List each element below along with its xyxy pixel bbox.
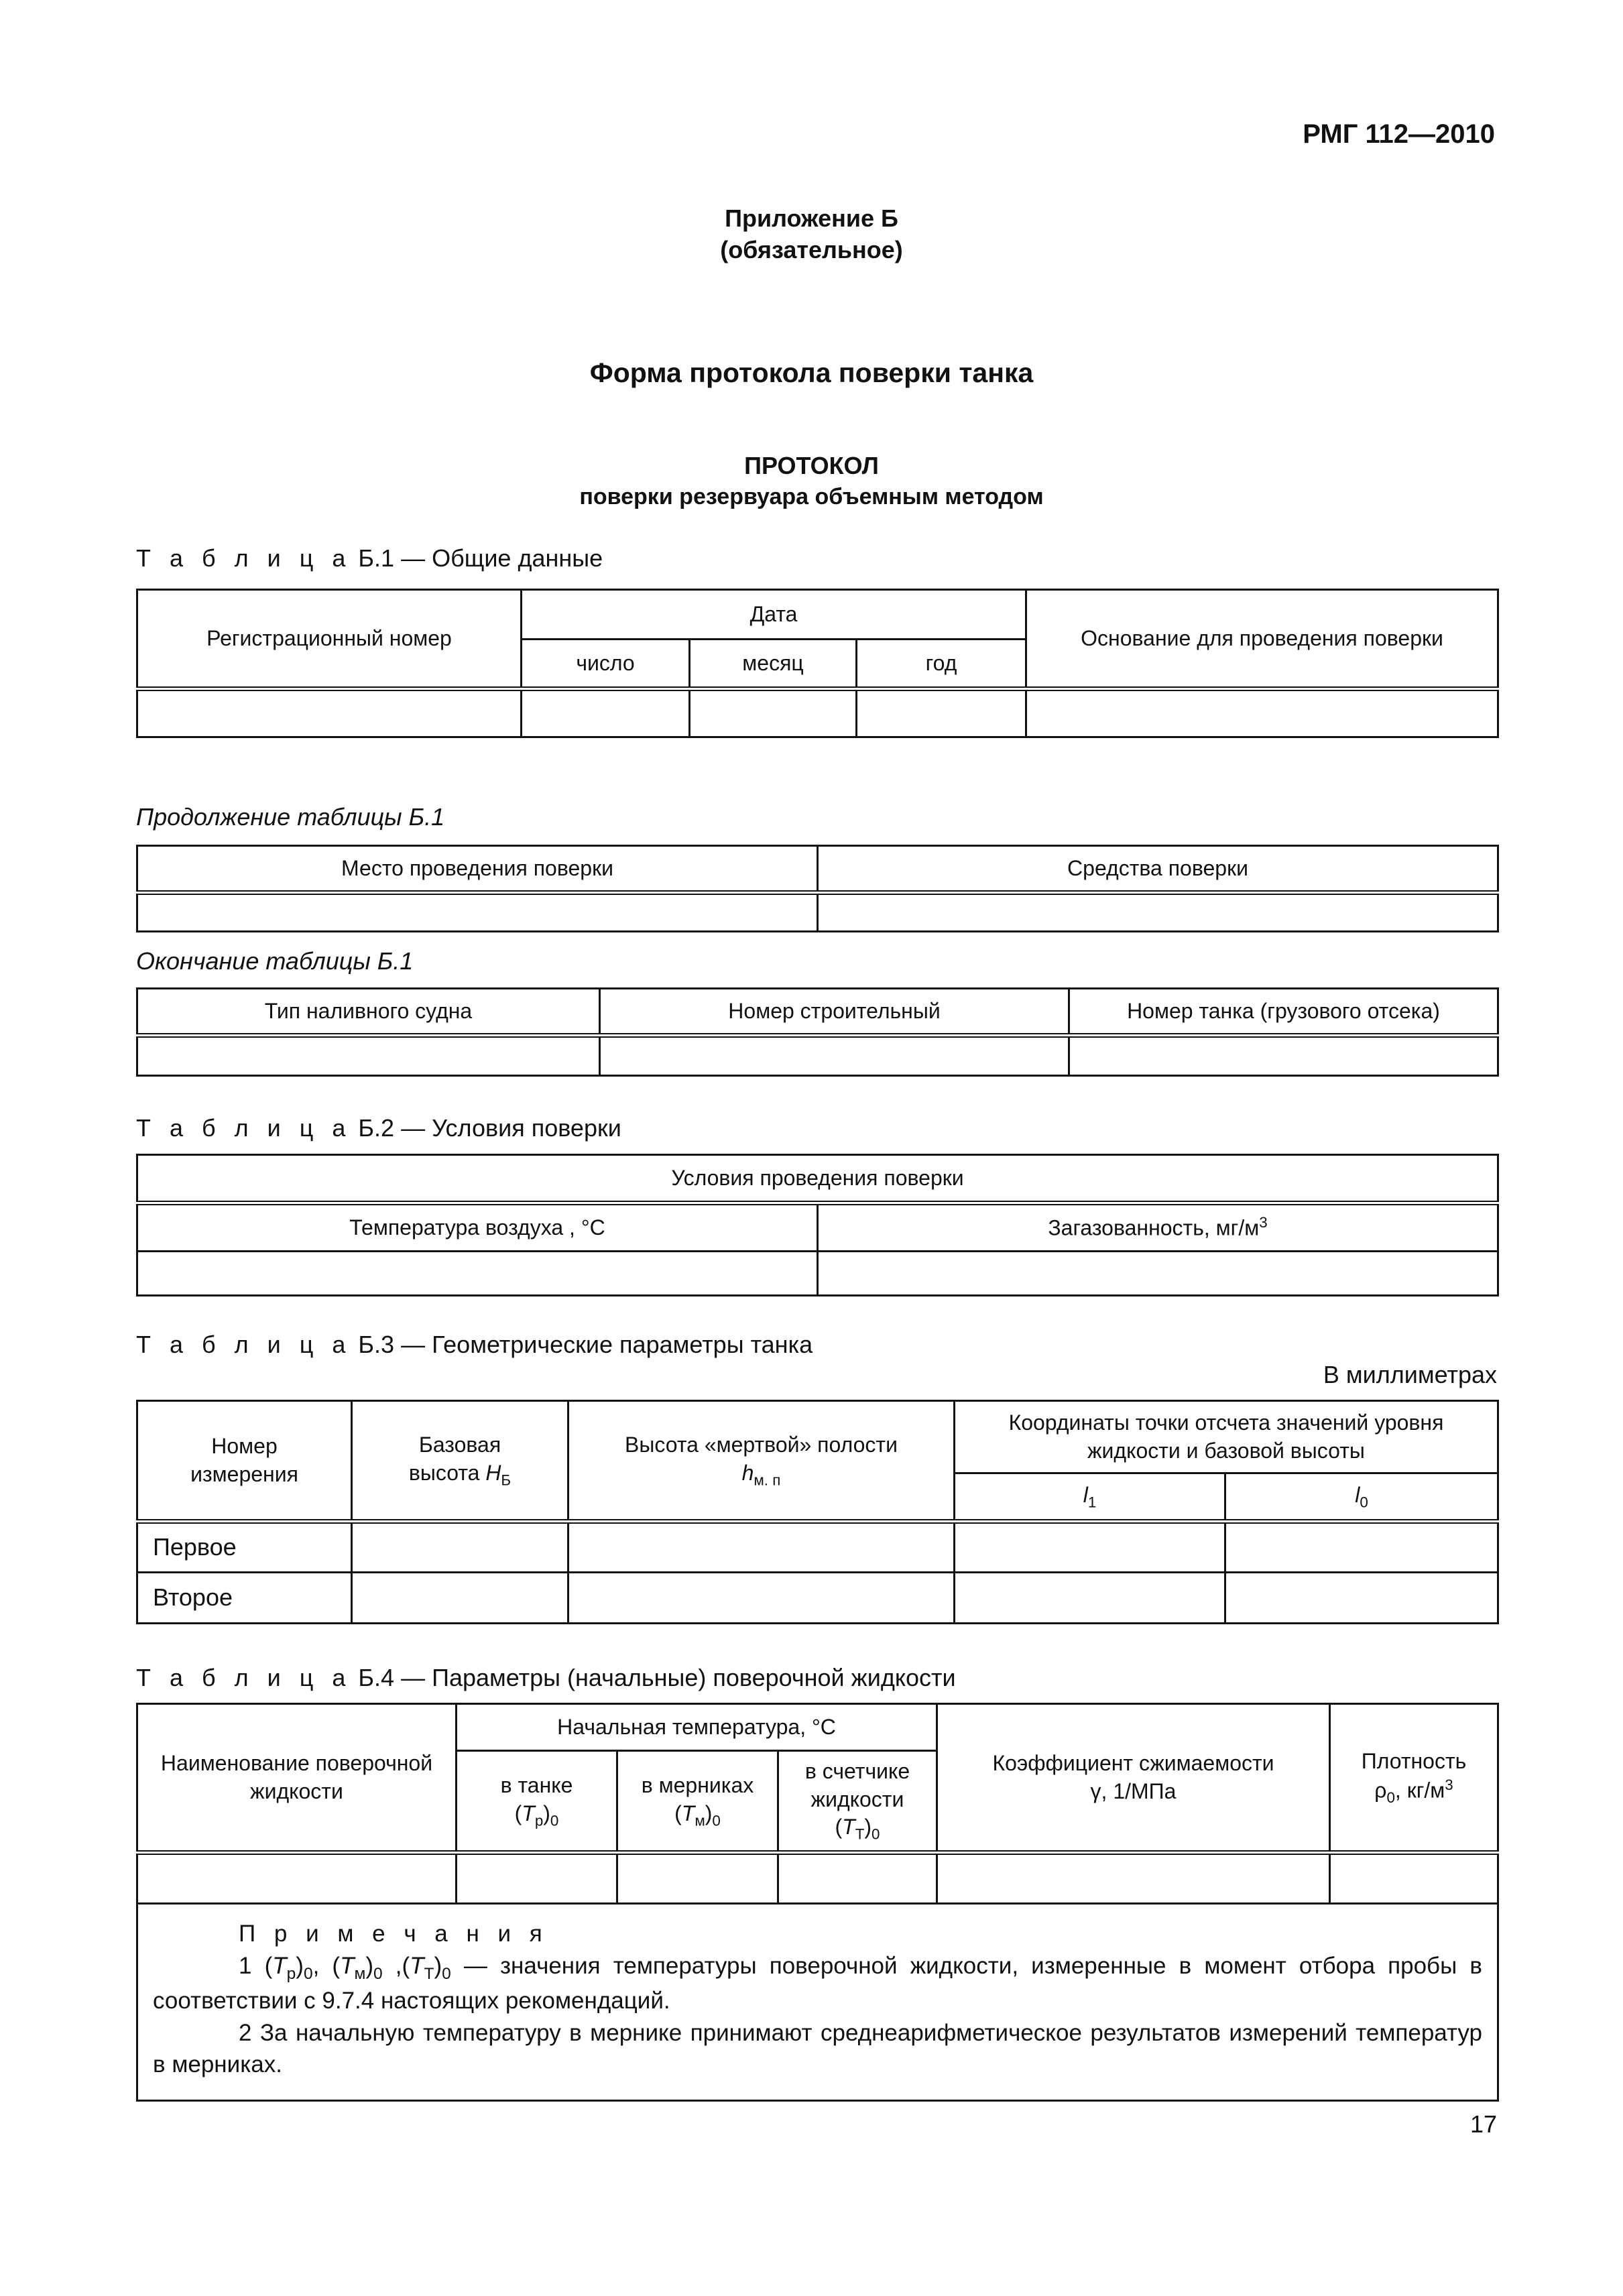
base-symbol: H [485,1460,501,1485]
col-coordinates: Координаты точки отсчета значений уровня жидкости и базовой высоты [955,1401,1498,1473]
note-1-text: — значения температуры поверочной жидкости, измеренные в момент отбора пробы в соответствии с 9.7.4 настоящих рекомендаций. [153,1952,1482,2014]
table-cell [1330,1853,1498,1904]
table-caption-text: Б.4 — Параметры (начальные) поверочной жидкости [358,1664,956,1691]
temp-counter-index: 0 [871,1825,880,1843]
note-2: 2 За начальную температуру в мернике принимают среднеарифметическое результатов измерений температур в мерниках. [153,2019,1482,2078]
table-cell [1225,1522,1498,1573]
table-cell [690,689,857,737]
table-prefix: Т а б л и ц а [136,1331,352,1358]
base-subscript: Б [501,1471,512,1488]
table-cell [568,1522,955,1573]
col-build-number: Номер строительный [600,989,1069,1036]
page-number: 17 [1469,2110,1497,2138]
col-temp-tank: в танке $(T_р)_0$ [457,1751,617,1853]
table-cell [818,1252,1498,1296]
density-sup: 3 [1445,1776,1453,1794]
notes-cell [137,1904,1498,2101]
col-vessel-type: Тип наливного судна [137,989,600,1036]
table-b1 [136,589,1499,738]
appendix-subtitle: (обязательное) [720,236,903,263]
col-tank-number: Номер танка (грузового отсека) [1069,989,1498,1036]
density-unit: , кг/м [1394,1778,1445,1803]
col-measurement-number [137,1401,352,1522]
table-b1-caption [136,544,603,572]
table-cell [857,689,1026,737]
table-cell [955,1573,1225,1624]
table-prefix: Т а б л и ц а [136,1114,352,1142]
col-verification-place: Место проведения поверки [137,846,818,893]
col-year: год [857,640,1026,689]
table-cell [778,1853,937,1904]
temp-meter-symbol: T [681,1801,695,1825]
col-base-line1: Базовая [418,1432,501,1457]
table-caption-text: Б.3 — Геометрические параметры танка [358,1331,813,1358]
table-cell [937,1853,1330,1904]
col-num-line2: измерения [190,1461,298,1486]
temp-counter-sub: Т [855,1825,865,1843]
table-cell [955,1522,1225,1573]
table-cell [1069,1036,1498,1076]
dead-symbol: h [741,1460,754,1485]
table-cell [1225,1573,1498,1624]
col-conditions: Условия проведения поверки [137,1155,1498,1203]
table-prefix: Т а б л и ц а [136,1664,352,1691]
temp-tank-sub: р [534,1811,544,1829]
density-subscript: 0 [1386,1789,1395,1807]
col-air-temperature: Температура воздуха , °С [137,1203,818,1252]
col-initial-temperature: Начальная температура, °С [457,1704,937,1751]
temp-tank-symbol: T [522,1801,535,1825]
table-b4-caption [136,1664,956,1692]
col-gas-contamination [818,1203,1498,1252]
temp-meter-label: в мерниках [641,1772,754,1797]
col-l1 [955,1473,1225,1522]
col-dead-cavity [568,1401,955,1522]
table-caption-text: Б.2 — Условия поверки [358,1114,621,1142]
form-title: Форма протокола поверки танка [589,357,1034,388]
col-base-height [352,1401,568,1522]
gas-unit-sup: 3 [1259,1214,1268,1231]
table-cell [352,1522,568,1573]
table-cell [137,1036,600,1076]
row-label-first: Первое [137,1522,352,1573]
col-dead-text: Высота «мертвой» полости [625,1432,898,1457]
protocol-subtitle: поверки резервуара объемным методом [579,484,1044,509]
protocol-title: ПРОТОКОЛ [744,452,879,479]
table-cell [617,1853,778,1904]
table-cell [818,893,1498,932]
table-b2 [136,1154,1499,1296]
col-num-line1: Номер [211,1433,278,1458]
col-density [1330,1704,1498,1853]
table-b1-continuation-caption: Продолжение таблицы Б.1 [136,803,445,831]
note-1: 1 $(T_р)_0$, $(T_м)_0$ $,(T_Т)_0$ — значения температуры поверочной жидкости, измеренные в момент отбора пробы в соответствии с 9.7.4 настоящих рекомендаций. [153,1952,1482,2014]
dead-subscript: м. п [754,1471,781,1488]
table-prefix: Т а б л и ц а [136,544,352,572]
table-cell [137,689,522,737]
gas-label: Загазованность, мг/м [1048,1216,1260,1241]
density-label: Плотность [1361,1748,1467,1773]
table-cell [457,1853,617,1904]
table-cell [1026,689,1498,737]
row-label-second: Второе [137,1573,352,1624]
appendix-title: Приложение Б [725,204,898,232]
table-b3 [136,1400,1499,1624]
table-b1-end [136,987,1499,1077]
col-month: месяц [690,640,857,689]
col-compressibility [937,1704,1330,1853]
col-registration-number: Регистрационный номер [137,590,522,689]
notes-title: П р и м е ч а н и я [239,1921,548,1947]
col-verification-means: Средства поверки [818,846,1498,893]
temp-meter-index: 0 [712,1811,721,1829]
table-cell [137,1252,818,1296]
table-b4 [136,1703,1499,2102]
table-cell [137,893,818,932]
temp-tank-index: 0 [550,1811,559,1829]
temp-counter-symbol: T [842,1815,855,1839]
coef-label: Коэффициент сжимаемости [992,1750,1274,1775]
col-base-line2: высота [408,1460,480,1485]
col-date: Дата [522,590,1026,640]
table-caption-text: Б.1 — Общие данные [358,544,603,572]
document-code: РМГ 112—2010 [1303,119,1495,149]
col-l0 [1225,1473,1498,1522]
temp-counter-label: в счетчике жидкости [804,1759,910,1811]
col-day: число [522,640,690,689]
l1-subscript: 1 [1087,1494,1097,1511]
table-cell [352,1573,568,1624]
temp-tank-label: в танке [500,1772,573,1797]
col-basis: Основание для проведения поверки [1026,590,1498,689]
density-symbol: ρ [1374,1778,1387,1803]
table-cell [600,1036,1069,1076]
table-cell [522,689,690,737]
l0-symbol: l [1355,1482,1360,1507]
table-b3-caption [136,1331,813,1359]
table-cell [568,1573,955,1624]
temp-meter-sub: м [695,1811,705,1829]
l1-symbol: l [1083,1482,1088,1507]
coef-unit: γ, 1/МПа [1090,1778,1177,1803]
table-cell [137,1853,457,1904]
table-b1-continuation [136,845,1499,932]
col-temp-counter: в счетчике жидкости $(T_Т)_0$ [778,1751,937,1853]
table-b3-unit: В миллиметрах [1323,1361,1497,1388]
col-liquid-name: Наименование поверочной жидкости [137,1704,457,1853]
table-b2-caption [136,1114,621,1142]
col-temp-meters: в мерниках $(T_м)_0$ [617,1751,778,1853]
l0-subscript: 0 [1360,1494,1368,1511]
table-b1-end-caption: Окончание таблицы Б.1 [136,947,414,975]
